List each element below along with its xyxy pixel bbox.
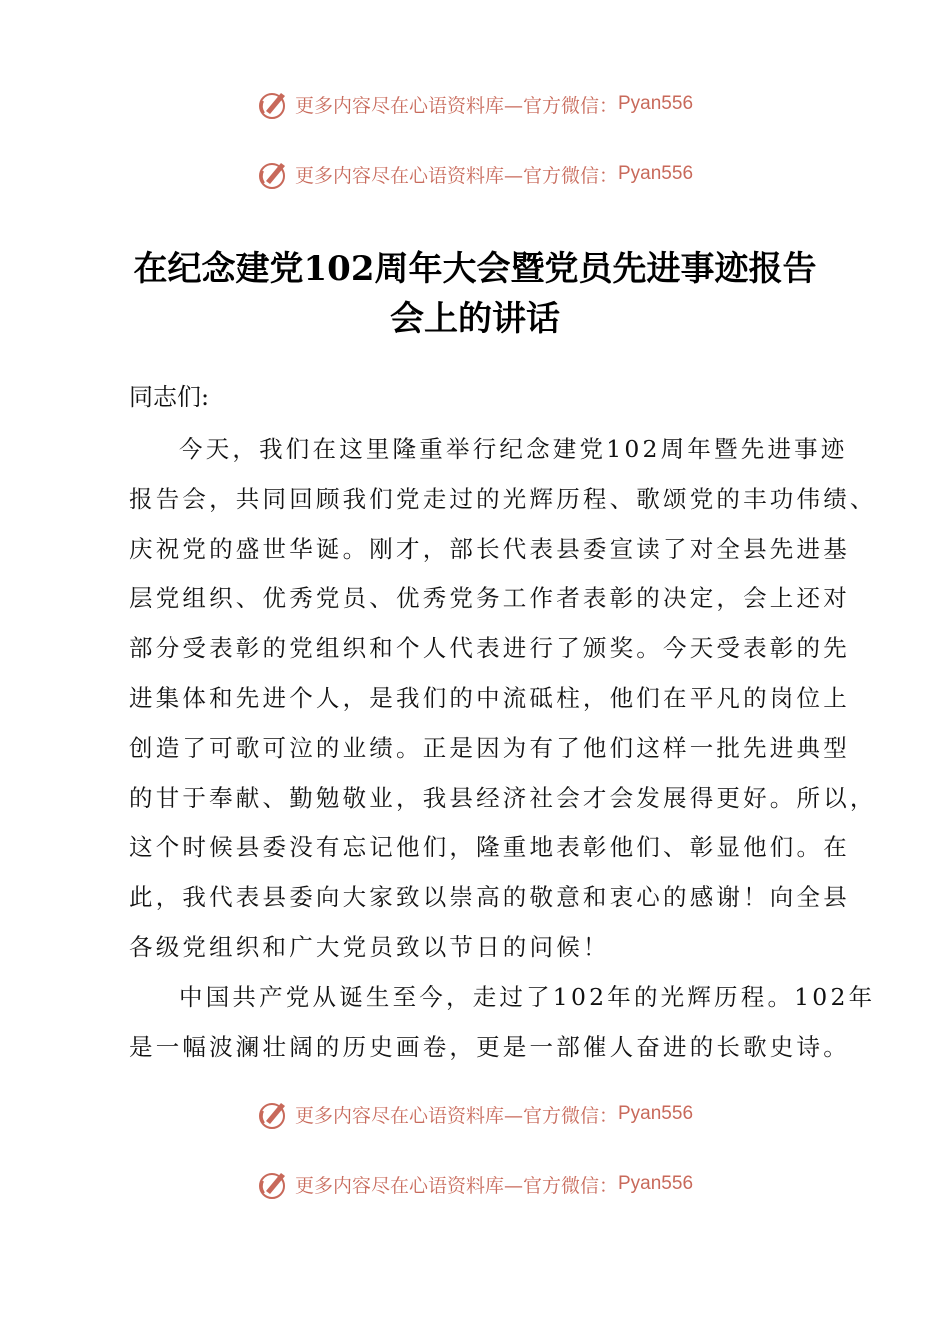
watermark-text: 更多内容尽在心语资料库—官方微信： — [294, 94, 618, 117]
document-title — [110, 244, 840, 344]
pen-logo-icon — [257, 1097, 291, 1131]
watermark-wechat-id: Pyan556 — [618, 163, 694, 184]
watermark-text: 更多内容尽在心语资料库—官方微信： — [294, 1104, 618, 1127]
body-line: 创造了可歌可泣的业绩。正是因为有了他们这样一批先进典型 — [129, 733, 850, 762]
body-line: 部分受表彰的党组织和个人代表进行了颁奖。今天受表彰的先 — [129, 634, 850, 663]
watermark-banner-bottom-2 — [0, 1164, 950, 1204]
watermark-banner-bottom-1 — [0, 1094, 950, 1134]
body-line: 庆祝党的盛世华诞。刚才，部长代表县委宣读了对全县先进基 — [129, 534, 850, 563]
body-line: 层党组织、优秀党员、优秀党务工作者表彰的决定，会上还对 — [129, 584, 850, 613]
body-line: 报告会，共同回顾我们党走过的光辉历程、歌颂党的丰功伟绩、 — [129, 484, 877, 513]
watermark-banner-top-2 — [0, 154, 950, 194]
watermark-wechat-id: Pyan556 — [618, 1173, 694, 1194]
speech-body — [129, 425, 877, 1072]
watermark-text: 更多内容尽在心语资料库—官方微信： — [294, 1174, 618, 1197]
body-line: 各级党组织和广大党员致以节日的问候！ — [129, 932, 610, 961]
body-line: 此，我代表县委向大家致以崇高的敬意和衷心的感谢！向全县 — [129, 883, 850, 912]
body-line: 进集体和先进个人，是我们的中流砥柱，他们在平凡的岗位上 — [129, 683, 850, 712]
body-line: 的甘于奉献、勤勉敬业，我县经济社会才会发展得更好。所以， — [129, 783, 877, 812]
body-line: 今天，我们在这里隆重举行纪念建党102周年暨先进事迹 — [179, 435, 848, 463]
body-line: 这个时候县委没有忘记他们，隆重地表彰他们、彰显他们。在 — [129, 833, 850, 862]
body-line: 中国共产党从诞生至今，走过了102年的光辉历程。102年 — [179, 982, 876, 1011]
salutation: 同志们: — [129, 383, 210, 411]
watermark-text: 更多内容尽在心语资料库—官方微信： — [294, 164, 618, 187]
pen-logo-icon — [257, 1167, 291, 1201]
watermark-banner-top-1 — [0, 84, 950, 124]
title-line-1: 在纪念建党102周年大会暨党员先进事迹报告 — [133, 249, 817, 289]
title-line-2: 会上的讲话 — [390, 299, 560, 339]
body-line: 是一幅波澜壮阔的历史画卷，更是一部催人奋进的长歌史诗。 — [129, 1032, 850, 1061]
pen-logo-icon — [257, 87, 291, 121]
watermark-wechat-id: Pyan556 — [618, 1103, 694, 1124]
watermark-wechat-id: Pyan556 — [618, 93, 694, 114]
pen-logo-icon — [257, 157, 291, 191]
